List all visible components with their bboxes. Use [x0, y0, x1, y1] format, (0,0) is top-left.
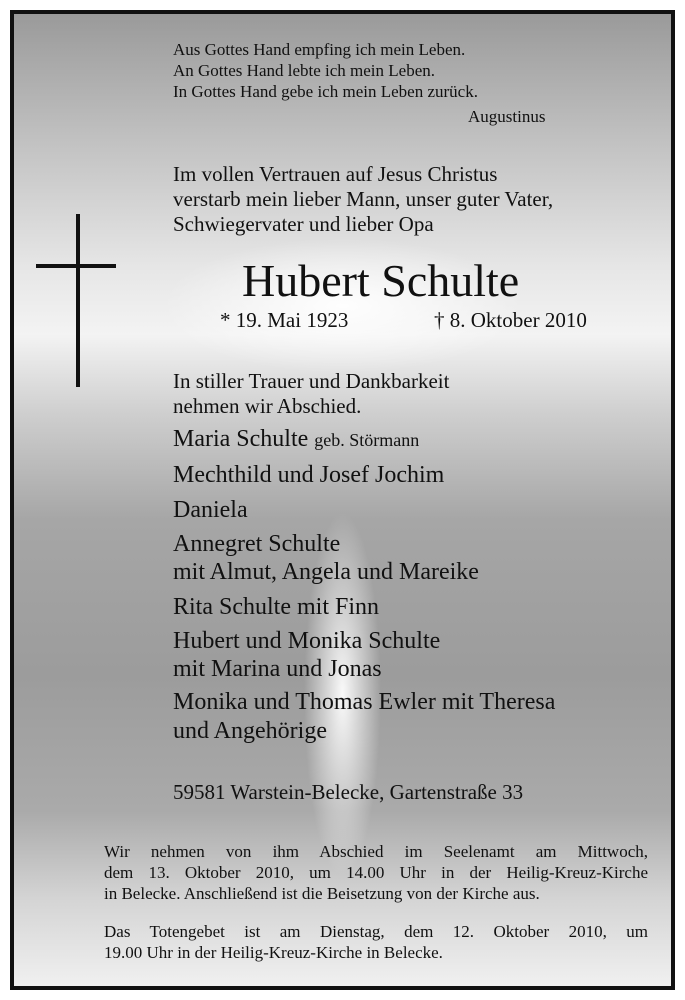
intro-line-1: Im vollen Vertrauen auf Jesus Christus — [173, 162, 498, 186]
obituary-notice — [10, 10, 675, 990]
quote-line-2: An Gottes Hand lebte ich mein Leben. — [173, 61, 436, 80]
address: 59581 Warstein-Belecke, Gartenstraße 33 — [173, 780, 524, 804]
quote-line-1: Aus Gottes Hand empfing ich mein Leben. — [173, 40, 466, 59]
family-wife-name: Maria Schulte — [173, 426, 309, 452]
family-line: Mechthild und Josef Jochim — [173, 462, 445, 488]
prayer-line-2: 19.00 Uhr in der Heilig-Kreuz-Kirche in Belecke. — [104, 943, 443, 962]
mourning-line-2: nehmen wir Abschied. — [173, 394, 362, 418]
family-line: und Angehörige — [173, 718, 327, 744]
quote-author: Augustinus — [468, 107, 546, 126]
family-line: Annegret Schulte — [173, 531, 341, 557]
birth-date: * 19. Mai 1923 — [220, 308, 349, 332]
family-line: Hubert und Monika Schulte — [173, 628, 441, 654]
family-line: Daniela — [173, 497, 248, 523]
intro-line-3: Schwiegervater und lieber Opa — [173, 212, 434, 236]
family-line: mit Marina und Jonas — [173, 656, 382, 682]
death-date: † 8. Oktober 2010 — [434, 308, 587, 332]
family-line: Monika und Thomas Ewler mit Theresa — [173, 689, 556, 715]
family-wife-maiden: geb. Störmann — [314, 430, 420, 450]
prayer-line-1: Das Totengebet ist am Dienstag, dem 12. Oktober 2010, um — [104, 922, 648, 941]
mourning-line-1: In stiller Trauer und Dankbarkeit — [173, 369, 450, 393]
cross-icon-bar — [36, 264, 116, 268]
family-line: mit Almut, Angela und Mareike — [173, 559, 479, 585]
intro-line-2: verstarb mein lieber Mann, unser guter Vater, — [173, 187, 554, 211]
quote-line-3: In Gottes Hand gebe ich mein Leben zurück. — [173, 82, 478, 101]
service-line-2: dem 13. Oktober 2010, um 14.00 Uhr in der Heilig-Kreuz-Kirche — [104, 863, 648, 882]
deceased-name: Hubert Schulte — [242, 255, 520, 306]
family-wife — [173, 424, 419, 456]
family-line: Rita Schulte mit Finn — [173, 594, 380, 620]
service-line-3: in Belecke. Anschließend ist die Beisetzung von der Kirche aus. — [104, 884, 540, 903]
service-line-1: Wir nehmen von ihm Abschied im Seelenamt am Mittwoch, — [104, 842, 648, 861]
cross-icon — [76, 214, 80, 387]
